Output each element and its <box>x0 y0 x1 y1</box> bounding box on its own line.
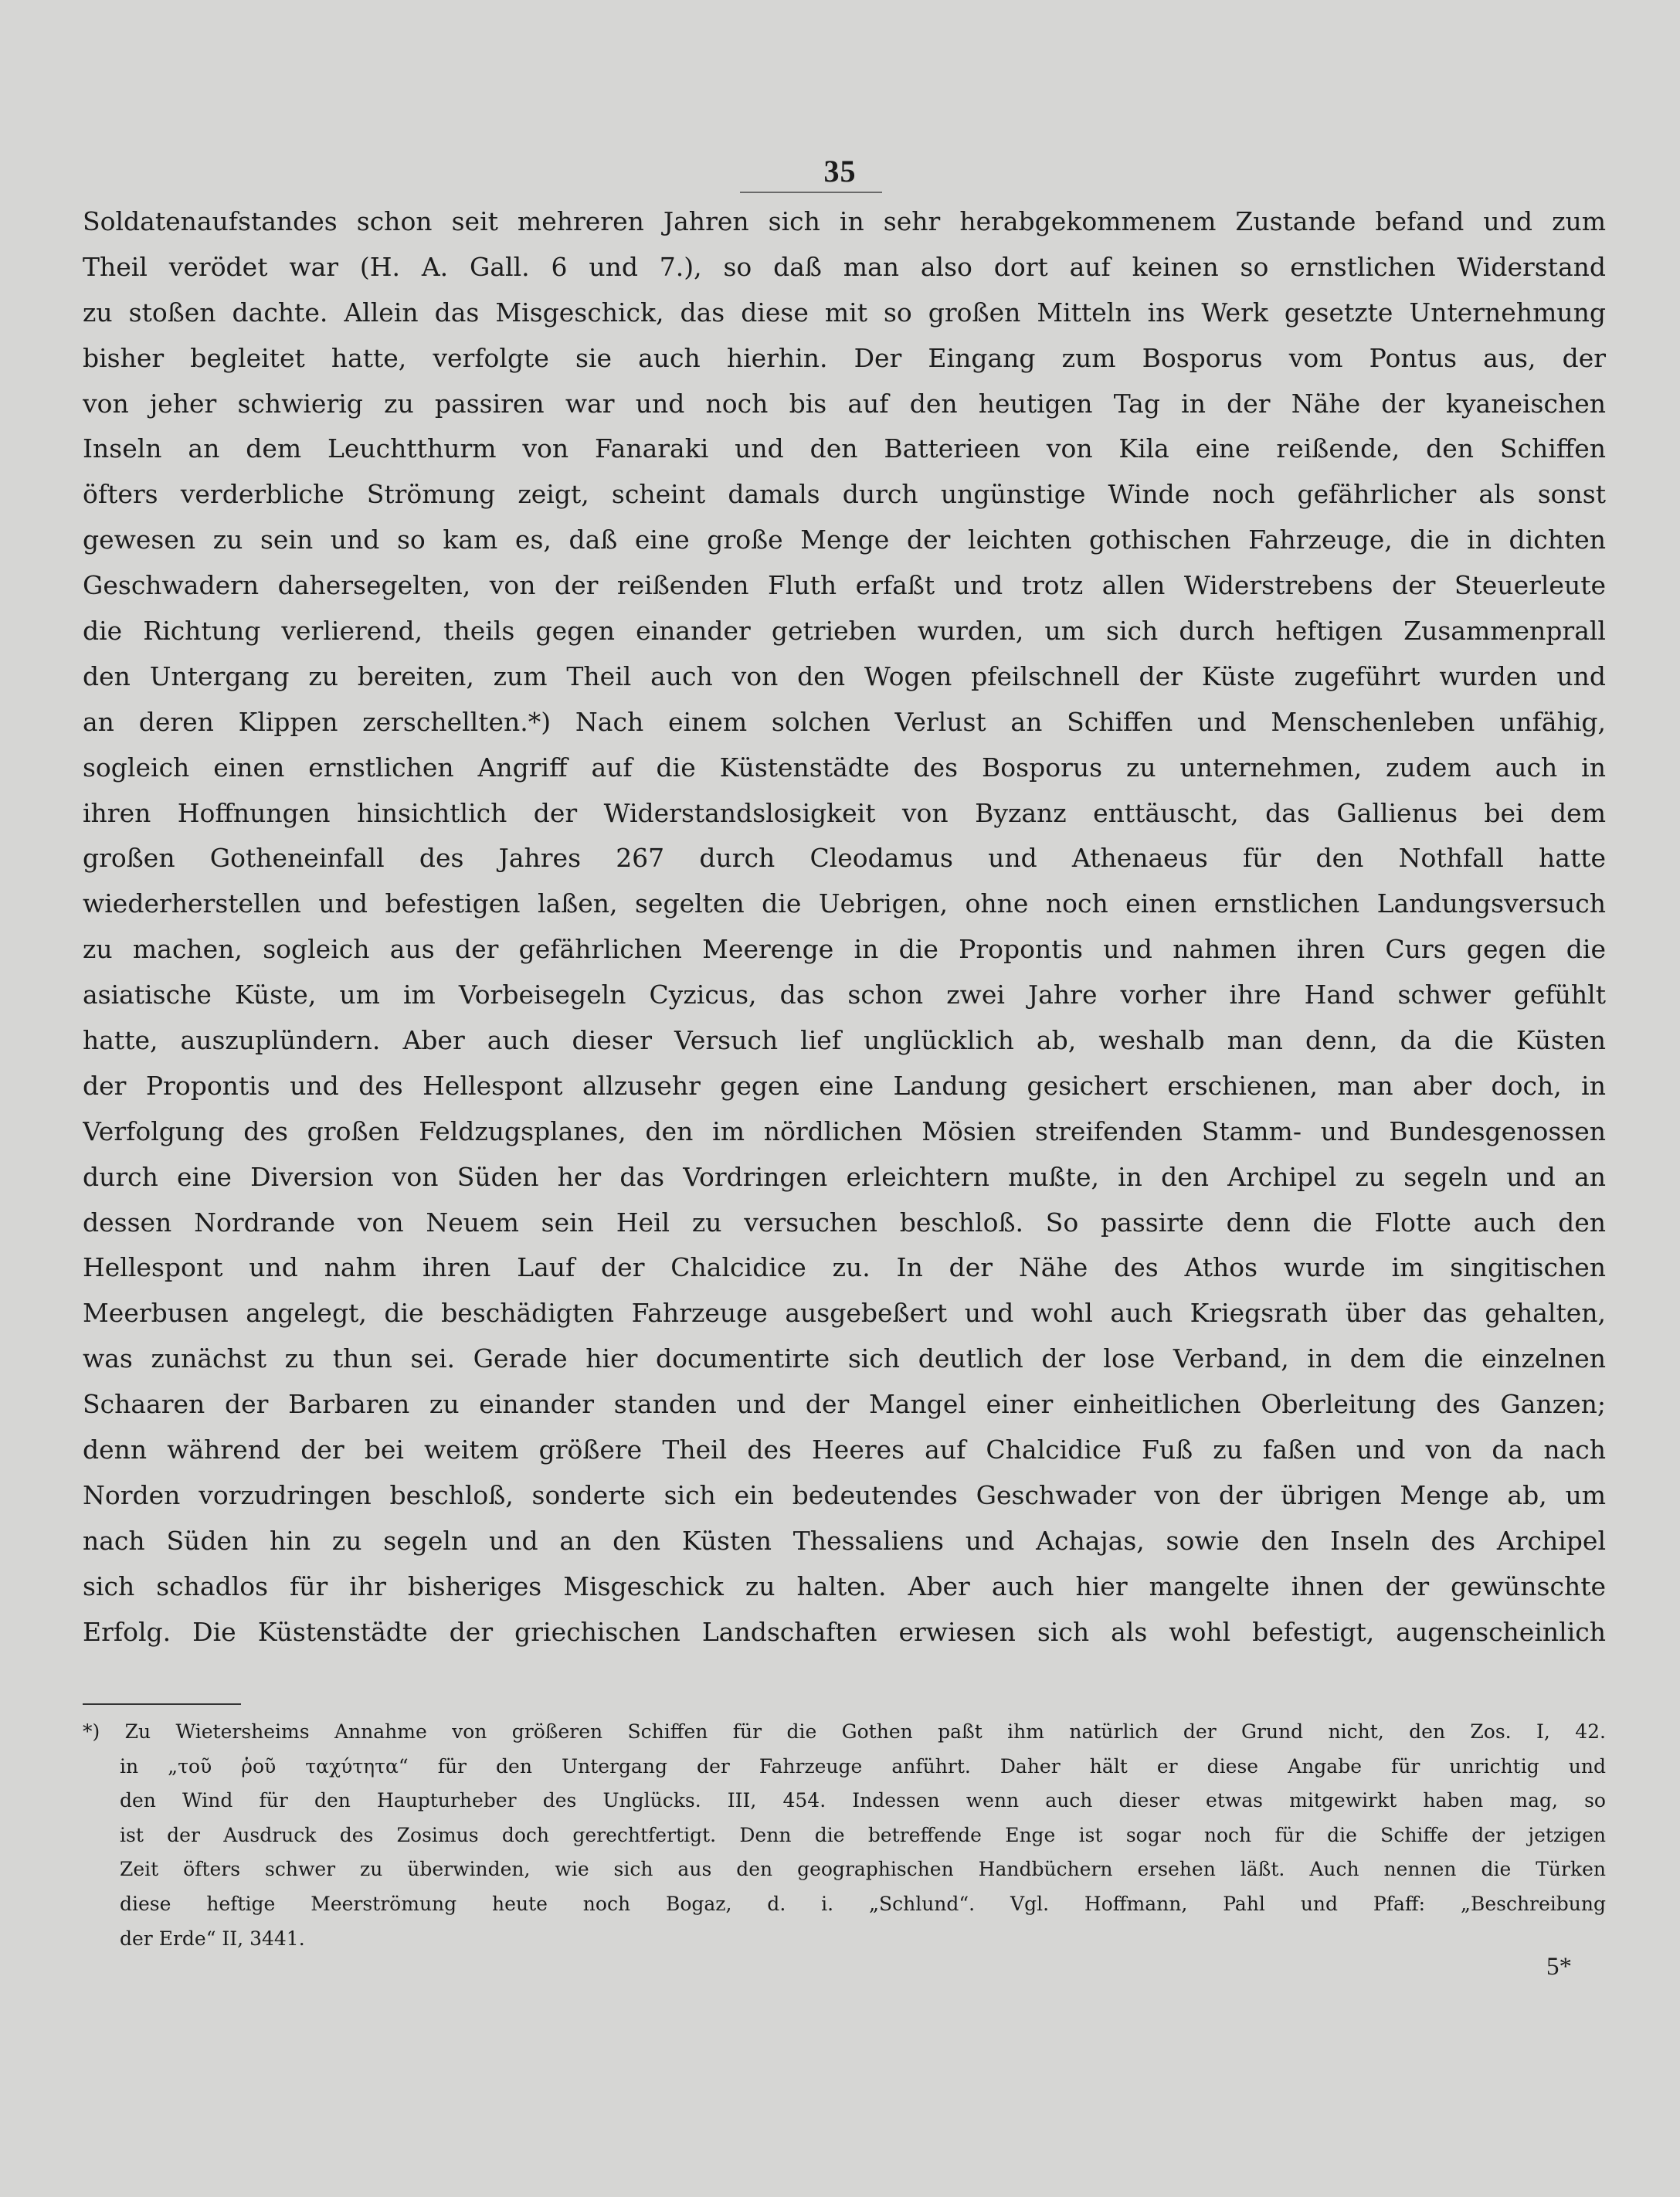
body-line: Norden vorzudringen beschloß, sonderte sich ein bedeutendes Geschwader von der übrigen Menge ab, um <box>83 1479 1606 1510</box>
footnote-line: *) Zu Wietersheims Annahme von größeren Schiffen für die Gothen paßt ihm natürlich der Grund nicht, den Zos. I, 42. <box>83 1720 1606 1743</box>
body-line: sogleich einen ernstlichen Angriff auf die Küstenstädte des Bosporus zu unternehmen, zudem auch in <box>83 752 1606 783</box>
page-number: 35 <box>823 154 857 188</box>
footnote-line: der Erde“ II, 3441. <box>120 1927 305 1950</box>
body-line: an deren Klippen zerschellten.*) Nach einem solchen Verlust an Schiffen und Menschenleben unfähig, <box>83 706 1606 737</box>
page-number-rule <box>740 192 882 193</box>
body-line: Verfolgung des großen Feldzugsplanes, den im nördlichen Mösien streifenden Stamm- und Bundesgenossen <box>83 1115 1606 1146</box>
footnote-line: den Wind für den Haupturheber des Unglücks. III, 454. Indessen wenn auch dieser etwas mitgewirkt haben mag, so <box>120 1789 1606 1812</box>
body-line: durch eine Diversion von Süden her das Vordringen erleichtern mußte, in den Archipel zu segeln und an <box>83 1161 1606 1192</box>
footnote-line: in „τοῦ ῥοῦ ταχύτητα“ für den Untergang der Fahrzeuge anführt. Daher hält er diese Angabe für unrichtig und <box>120 1754 1606 1778</box>
body-text <box>83 199 1606 1655</box>
footnotes <box>83 1715 1606 1956</box>
body-line: Theil verödet war (H. A. Gall. 6 und 7.), so daß man also dort auf keinen so ernstlichen Widerstand <box>83 251 1606 282</box>
signature-mark: 5* <box>1546 1953 1572 1981</box>
body-line: ihren Hoffnungen hinsichtlich der Widerstandslosigkeit von Byzanz enttäuscht, das Gallienus bei dem <box>83 797 1606 828</box>
body-line: gewesen zu sein und so kam es, daß eine große Menge der leichten gothischen Fahrzeuge, die in dichten <box>83 525 1606 555</box>
body-line: was zunächst zu thun sei. Gerade hier documentirte sich deutlich der lose Verband, in dem die einzelnen <box>83 1343 1606 1374</box>
footnote-line: Zeit öfters schwer zu überwinden, wie sich aus den geographischen Handbüchern ersehen läßt. Auch nennen die Türken <box>120 1858 1606 1881</box>
body-line: hatte, auszuplündern. Aber auch dieser Versuch lief unglücklich ab, weshalb man denn, da die Küsten <box>83 1025 1606 1056</box>
body-line: von jeher schwierig zu passiren war und noch bis auf den heutigen Tag in der Nähe der kyaneischen <box>83 388 1606 419</box>
body-line: nach Süden hin zu segeln und an den Küsten Thessaliens und Achajas, sowie den Inseln des Archipel <box>83 1525 1606 1556</box>
body-line: sich schadlos für ihr bisheriges Misgeschick zu halten. Aber auch hier mangelte ihnen der gewünschte <box>83 1570 1606 1601</box>
footnote-rule <box>83 1703 241 1705</box>
body-line: der Propontis und des Hellespont allzusehr gegen eine Landung gesichert erschienen, man aber doch, in <box>83 1070 1606 1101</box>
body-line: öfters verderbliche Strömung zeigt, scheint damals durch ungünstige Winde noch gefährlicher als sonst <box>83 479 1606 510</box>
body-line: Meerbusen angelegt, die beschädigten Fahrzeuge ausgebeßert und wohl auch Kriegsrath über das gehalten, <box>83 1298 1606 1329</box>
body-line: Schaaren der Barbaren zu einander standen und der Mangel einer einheitlichen Oberleitung des Ganzen; <box>83 1389 1606 1420</box>
body-line: Geschwadern dahersegelten, von der reißenden Fluth erfaßt und trotz allen Widerstrebens der Steuerleute <box>83 570 1606 601</box>
body-line: asiatische Küste, um im Vorbeisegeln Cyzicus, das schon zwei Jahre vorher ihre Hand schwer gefühlt <box>83 980 1606 1010</box>
body-line: zu machen, sogleich aus der gefährlichen Meerenge in die Propontis und nahmen ihren Curs gegen die <box>83 934 1606 965</box>
body-line: großen Gotheneinfall des Jahres 267 durch Cleodamus und Athenaeus für den Nothfall hatte <box>83 843 1606 874</box>
body-line: Hellespont und nahm ihren Lauf der Chalcidice zu. In der Nähe des Athos wurde im singitischen <box>83 1252 1606 1283</box>
body-line: bisher begleitet hatte, verfolgte sie auch hierhin. Der Eingang zum Bosporus vom Pontus aus, der <box>83 342 1606 373</box>
body-line: Erfolg. Die Küstenstädte der griechischen Landschaften erwiesen sich als wohl befestigt, augenscheinlich <box>83 1616 1606 1647</box>
body-line: dessen Nordrande von Neuem sein Heil zu versuchen beschloß. So passirte denn die Flotte auch den <box>83 1207 1606 1238</box>
footnote-line: ist der Ausdruck des Zosimus doch gerechtfertigt. Denn die betreffende Enge ist sogar noch für die Schiffe der jetzigen <box>120 1823 1606 1846</box>
body-line: Soldatenaufstandes schon seit mehreren Jahren sich in sehr herabgekommenem Zustande befand und zum <box>83 206 1606 236</box>
body-line: wiederherstellen und befestigen laßen, segelten die Uebrigen, ohne noch einen ernstlichen Landungsversuch <box>83 888 1606 919</box>
body-line: zu stoßen dachte. Allein das Misgeschick, das diese mit so großen Mitteln ins Werk gesetzte Unternehmung <box>83 297 1606 328</box>
body-line: die Richtung verlierend, theils gegen einander getrieben wurden, um sich durch heftigen Zusammenprall <box>83 616 1606 647</box>
body-line: Inseln an dem Leuchtthurm von Fanaraki und den Batterieen von Kila eine reißende, den Schiffen <box>83 433 1606 464</box>
footnote-line: diese heftige Meerströmung heute noch Bogaz, d. i. „Schlund“. Vgl. Hoffmann, Pahl und Pfaff: „Beschreibung <box>120 1892 1606 1915</box>
body-line: den Untergang zu bereiten, zum Theil auch von den Wogen pfeilschnell der Küste zugeführt wurden und <box>83 660 1606 691</box>
body-line: denn während der bei weitem größere Theil des Heeres auf Chalcidice Fuß zu faßen und von da nach <box>83 1435 1606 1465</box>
